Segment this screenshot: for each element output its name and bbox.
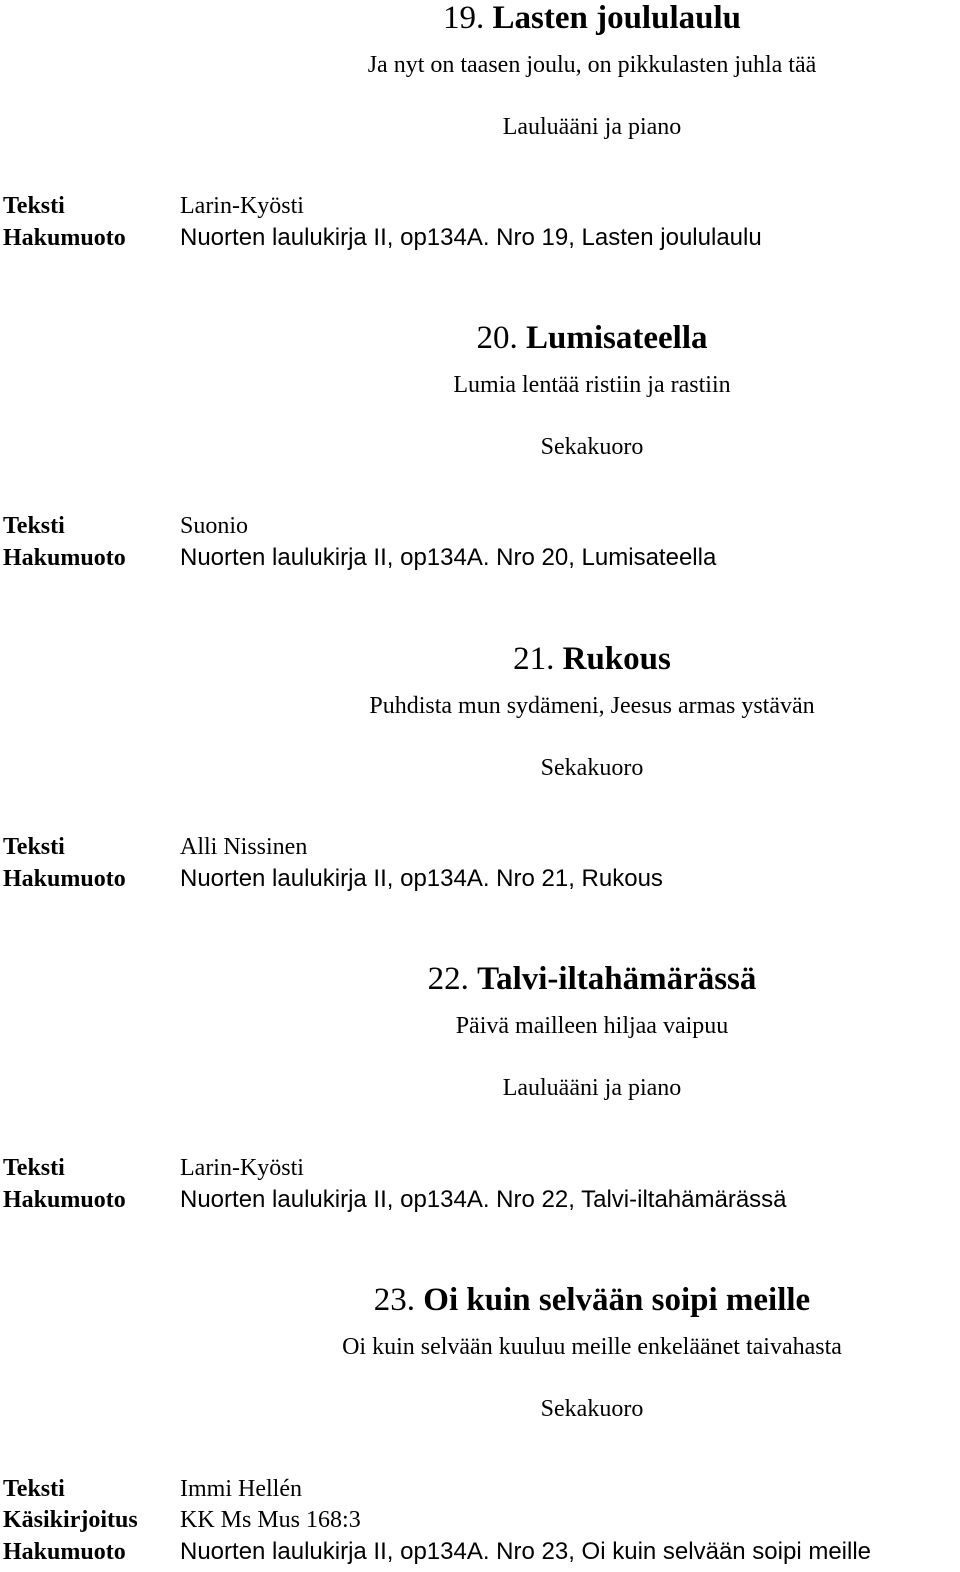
entry-scoring: Sekakuoro	[540, 434, 644, 460]
entry-incipit: Lumia lentää ristiin ja rastiin	[453, 372, 731, 398]
teksti-value: Larin-Kyösti	[180, 193, 304, 219]
hakumuoto-label: Hakumuoto	[3, 545, 126, 571]
entry-title	[0, 639, 960, 679]
entry-incipit: Ja nyt on taasen joulu, on pikkulasten juhla tää	[367, 52, 817, 78]
teksti-label: Teksti	[3, 513, 65, 539]
teksti-label: Teksti	[3, 1476, 65, 1502]
teksti-value: Alli Nissinen	[180, 834, 308, 860]
teksti-label: Teksti	[3, 193, 65, 219]
hakumuoto-value: Nuorten laulukirja II, op134A. Nro 20, Lumisateella	[180, 544, 717, 571]
hakumuoto-label: Hakumuoto	[3, 225, 126, 251]
teksti-value: Immi Hellén	[180, 1476, 302, 1502]
entry-scoring: Lauluääni ja piano	[502, 114, 682, 140]
teksti-value: Larin-Kyösti	[180, 1155, 304, 1181]
entry-incipit: Puhdista mun sydämeni, Jeesus armas ystävän	[369, 693, 815, 719]
entry-scoring: Lauluääni ja piano	[502, 1075, 682, 1101]
hakumuoto-label: Hakumuoto	[3, 1187, 126, 1213]
hakumuoto-label: Hakumuoto	[3, 1539, 126, 1565]
kasikirjoitus-value: KK Ms Mus 168:3	[180, 1507, 361, 1533]
entry-name: Rukous	[562, 641, 671, 677]
entry-name: Talvi-iltahämärässä	[477, 961, 757, 997]
entry-incipit: Oi kuin selvään kuuluu meille enkeläänet taivahasta	[342, 1334, 842, 1360]
hakumuoto-value: Nuorten laulukirja II, op134A. Nro 21, Rukous	[180, 865, 663, 892]
teksti-value: Suonio	[180, 513, 249, 539]
teksti-label: Teksti	[3, 834, 65, 860]
entry-incipit: Päivä mailleen hiljaa vaipuu	[455, 1013, 729, 1039]
entry-name: Lasten joululaulu	[492, 0, 741, 36]
hakumuoto-value: Nuorten laulukirja II, op134A. Nro 23, Oi kuin selvään soipi meille	[180, 1538, 872, 1565]
entry-number: 23.	[373, 1282, 416, 1318]
hakumuoto-value: Nuorten laulukirja II, op134A. Nro 22, Talvi-iltahämärässä	[180, 1186, 787, 1213]
entry-title	[0, 318, 960, 358]
entry-number: 21.	[513, 641, 555, 677]
kasikirjoitus-label: Käsikirjoitus	[3, 1507, 138, 1533]
entry-scoring: Sekakuoro	[540, 1396, 644, 1422]
entry-name: Lumisateella	[526, 320, 708, 356]
entry-name: Oi kuin selvään soipi meille	[423, 1282, 811, 1318]
hakumuoto-value: Nuorten laulukirja II, op134A. Nro 19, Lasten joululaulu	[180, 224, 762, 251]
entry-number: 19.	[443, 0, 485, 36]
entry-title	[0, 0, 960, 38]
hakumuoto-label: Hakumuoto	[3, 866, 126, 892]
entry-number: 20.	[476, 320, 518, 356]
entry-scoring: Sekakuoro	[540, 755, 644, 781]
entry-title	[0, 1280, 960, 1320]
entry-title	[0, 959, 960, 999]
entry-number: 22.	[427, 961, 469, 997]
teksti-label: Teksti	[3, 1155, 65, 1181]
